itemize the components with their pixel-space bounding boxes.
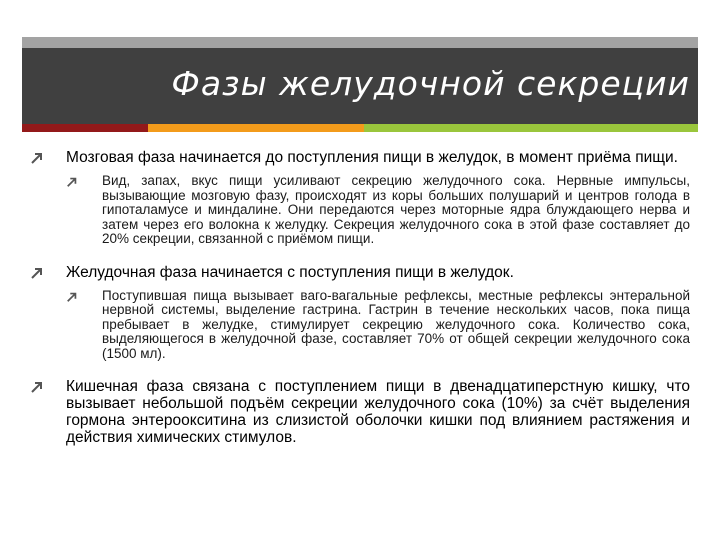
arrow-up-right-icon [30,266,44,280]
bullet-text: Кишечная фаза связана с поступлением пищи в двенадцатиперстную кишку, что вызывает небольшой подъём секреции желудочного сока (10%) за счёт выделения гормона энтероокситина из слизистой оболочки кишки под влиянием растяжения и действия химических стимулов. [66,378,690,446]
bullet-text: Желудочная фаза начинается с поступления пищи в желудок. [66,263,514,281]
bullet-text: Мозговая фаза начинается до поступления пищи в желудок, в момент приёма пищи. [66,149,678,166]
bullet-gastric-phase [30,264,690,281]
title-top-strip [22,37,698,48]
arrow-up-right-icon [30,380,44,394]
accent-bar-red [22,124,148,132]
slide-content [30,149,690,446]
bullet-intestinal-phase [30,378,690,446]
title-band [22,48,698,124]
sub-bullet-gastric-details [30,289,690,362]
sub-bullet-text: Поступившая пища вызывает ваго-вагальные рефлексы, местные рефлексы энтеральной нервной системы, выделение гастрина. Гастрин в течение нескольких часов, пока пища пребывает в желудке, стимулирует секрецию желудочного сока. Количество сока, выделяющегося в желудочной фазе, составляет 70% от общей секреции желудочного сока (1500 мл). [102,287,690,361]
bullet-cephalic-phase [30,149,690,166]
arrow-up-right-icon [30,151,44,165]
sub-bullet-text: Вид, запах, вкус пищи усиливают секрецию желудочного сока. Нервные импульсы, вызывающие мозговую фазу, происходят из коры больших полушарий и центров голода в гипоталамусе и миндалине. Они передаются через моторные ядра блуждающего нерва и затем через его волокна к желудку. Секреция желудочного сока в этой фазе составляет до 20% секреции, связанной с приёмом пищи. [102,173,690,246]
sub-bullet-cephalic-details [30,174,690,247]
slide-title: Фазы желудочной секреции [171,64,690,103]
arrow-up-right-icon [66,176,80,190]
arrow-up-right-icon [66,291,80,305]
accent-bar-green [364,124,698,132]
accent-bar-orange [148,124,364,132]
